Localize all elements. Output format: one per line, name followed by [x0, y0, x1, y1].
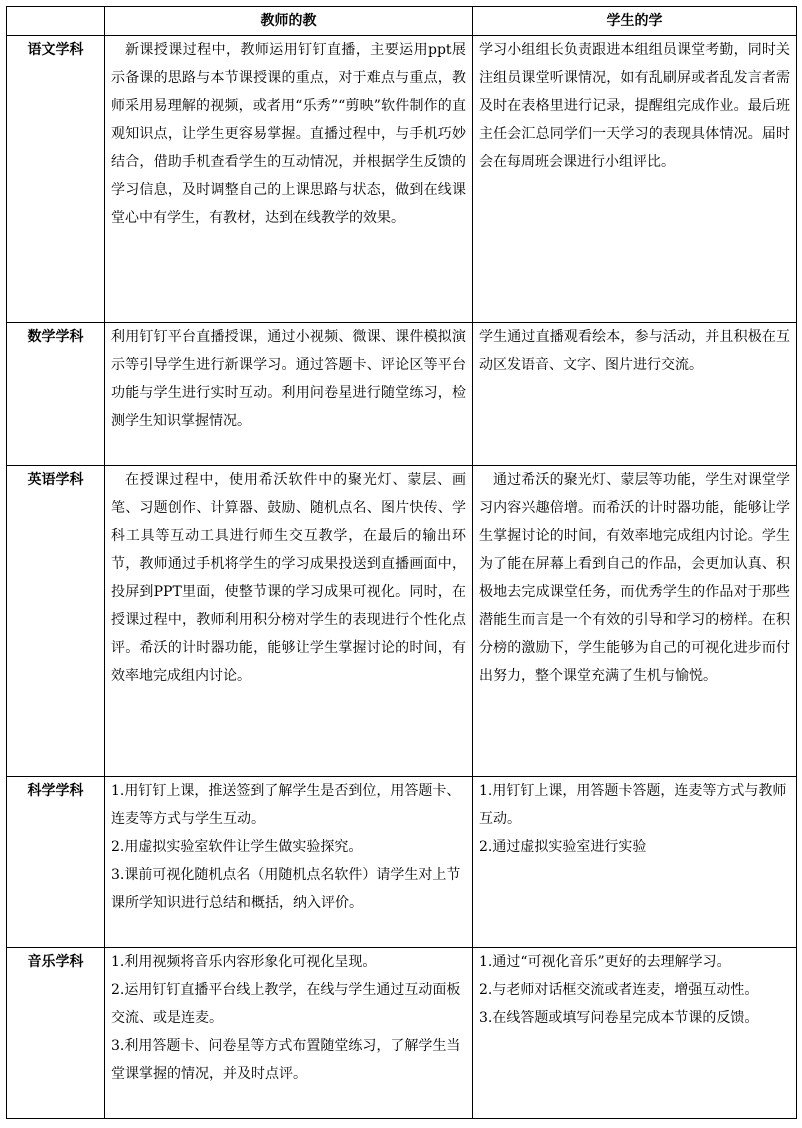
table-row — [7, 36, 797, 323]
lesson-comparison-table — [6, 6, 797, 1119]
student-item: 1.用钉钉上课，用答题卡答题，连麦等方式与教师互动。 — [479, 783, 787, 827]
teacher-text: 新课授课过程中，教师运用钉钉直播，主要运用ppt展示备课的思路与本节课授课的重点，对于难点与重点，教师采用易理解的视频，或者用“乐秀”“剪映”软件制作的直观知识点，让学生更容易掌握。直播过程中，与手机巧妙结合，借助手机查看学生的互动情况，并根据学生反馈的学习信息，及时调整自己的上课思路与状态，做到在线课堂心中有学生，有教材，达到在线教学的效果。 — [111, 42, 466, 226]
teacher-cell — [105, 36, 473, 323]
header-subject — [7, 7, 105, 36]
student-item: 1.通过“可视化音乐”更好的去理解学习。 — [479, 954, 731, 970]
student-item: 2.通过虚拟实验室进行实验 — [479, 839, 647, 855]
teacher-cell — [105, 777, 473, 948]
subject-cell: 科学学科 — [7, 777, 105, 948]
teacher-cell — [105, 466, 473, 777]
student-item: 3.在线答题或填写问卷星完成本节课的反馈。 — [479, 1010, 759, 1026]
subject-cell: 音乐学科 — [7, 948, 105, 1119]
student-item: 2.与老师对话框交流或者连麦，增强互动性。 — [479, 982, 759, 998]
teacher-cell — [105, 323, 473, 466]
student-cell — [473, 36, 797, 323]
table-row — [7, 777, 797, 948]
student-cell — [473, 466, 797, 777]
teacher-text: 在授课过程中，使用希沃软件中的聚光灯、蒙层、画笔、习题创作、计算器、鼓励、随机点名、图片快传、学科工具等互动工具进行师生交互教学，在最后的输出环节，教师通过手机将学生的学习成果投送到直播画面中，投屏到PPT里面，使整节课的学习成果可视化。同时，在授课过程中，教师利用积分榜对学生的表现进行个性化点评。希沃的计时器功能，能够让学生掌握讨论的时间，有效率地完成组内讨论。 — [111, 472, 466, 684]
teacher-item: 2.用虚拟实验室软件让学生做实验探究。 — [111, 839, 363, 855]
header-teacher: 教师的教 — [105, 7, 473, 36]
student-text: 通过希沃的聚光灯、蒙层等功能，学生对课堂学习内容兴趣倍增。而希沃的计时器功能，能够让学生掌握讨论的时间，有效率地完成组内讨论。学生为了能在屏幕上看到自己的作品，会更加认真、积极地去完成课堂任务，而优秀学生的作品对于那些潜能生而言是一个有效的引导和学习的榜样。在积分榜的激励下，学生能够为自己的可视化进步而付出努力，整个课堂充满了生机与愉悦。 — [479, 472, 790, 684]
student-cell — [473, 777, 797, 948]
header-student: 学生的学 — [473, 7, 797, 36]
table-row — [7, 466, 797, 777]
student-cell — [473, 948, 797, 1119]
teacher-text: 利用钉钉平台直播授课，通过小视频、微课、课件模拟演示等引导学生进行新课学习。通过答题卡、评论区等平台功能与学生进行实时互动。利用问卷星进行随堂练习，检测学生知识掌握情况。 — [111, 329, 466, 429]
teacher-item: 2.运用钉钉直播平台线上教学，在线与学生通过互动面板交流、或是连麦。 — [111, 982, 461, 1026]
teacher-item: 3.课前可视化随机点名（用随机点名软件）请学生对上节课所学知识进行总结和概括，纳入评价。 — [111, 867, 461, 911]
student-text: 学习小组组长负责跟进本组组员课堂考勤，同时关注组员课堂听课情况，如有乱刷屏或者乱发言者需及时在表格里进行记录，提醒组完成作业。最后班主任会汇总同学们一天学习的表现具体情况。届时会在每周班会课进行小组评比。 — [479, 42, 790, 170]
subject-cell: 数学学科 — [7, 323, 105, 466]
table-row — [7, 948, 797, 1119]
teacher-item: 3.利用答题卡、问卷星等方式布置随堂练习，了解学生当堂课掌握的情况，并及时点评。 — [111, 1038, 461, 1082]
table-row — [7, 323, 797, 466]
subject-cell: 语文学科 — [7, 36, 105, 323]
teacher-item: 1.用钉钉上课，推送签到了解学生是否到位，用答题卡、连麦等方式与学生互动。 — [111, 783, 461, 827]
teacher-item: 1.利用视频将音乐内容形象化可视化呈现。 — [111, 954, 377, 970]
student-text: 学生通过直播观看绘本，参与活动，并且积极在互动区发语音、文字、图片进行交流。 — [479, 329, 790, 373]
header-row — [7, 7, 797, 36]
student-cell — [473, 323, 797, 466]
teacher-cell — [105, 948, 473, 1119]
subject-cell: 英语学科 — [7, 466, 105, 777]
